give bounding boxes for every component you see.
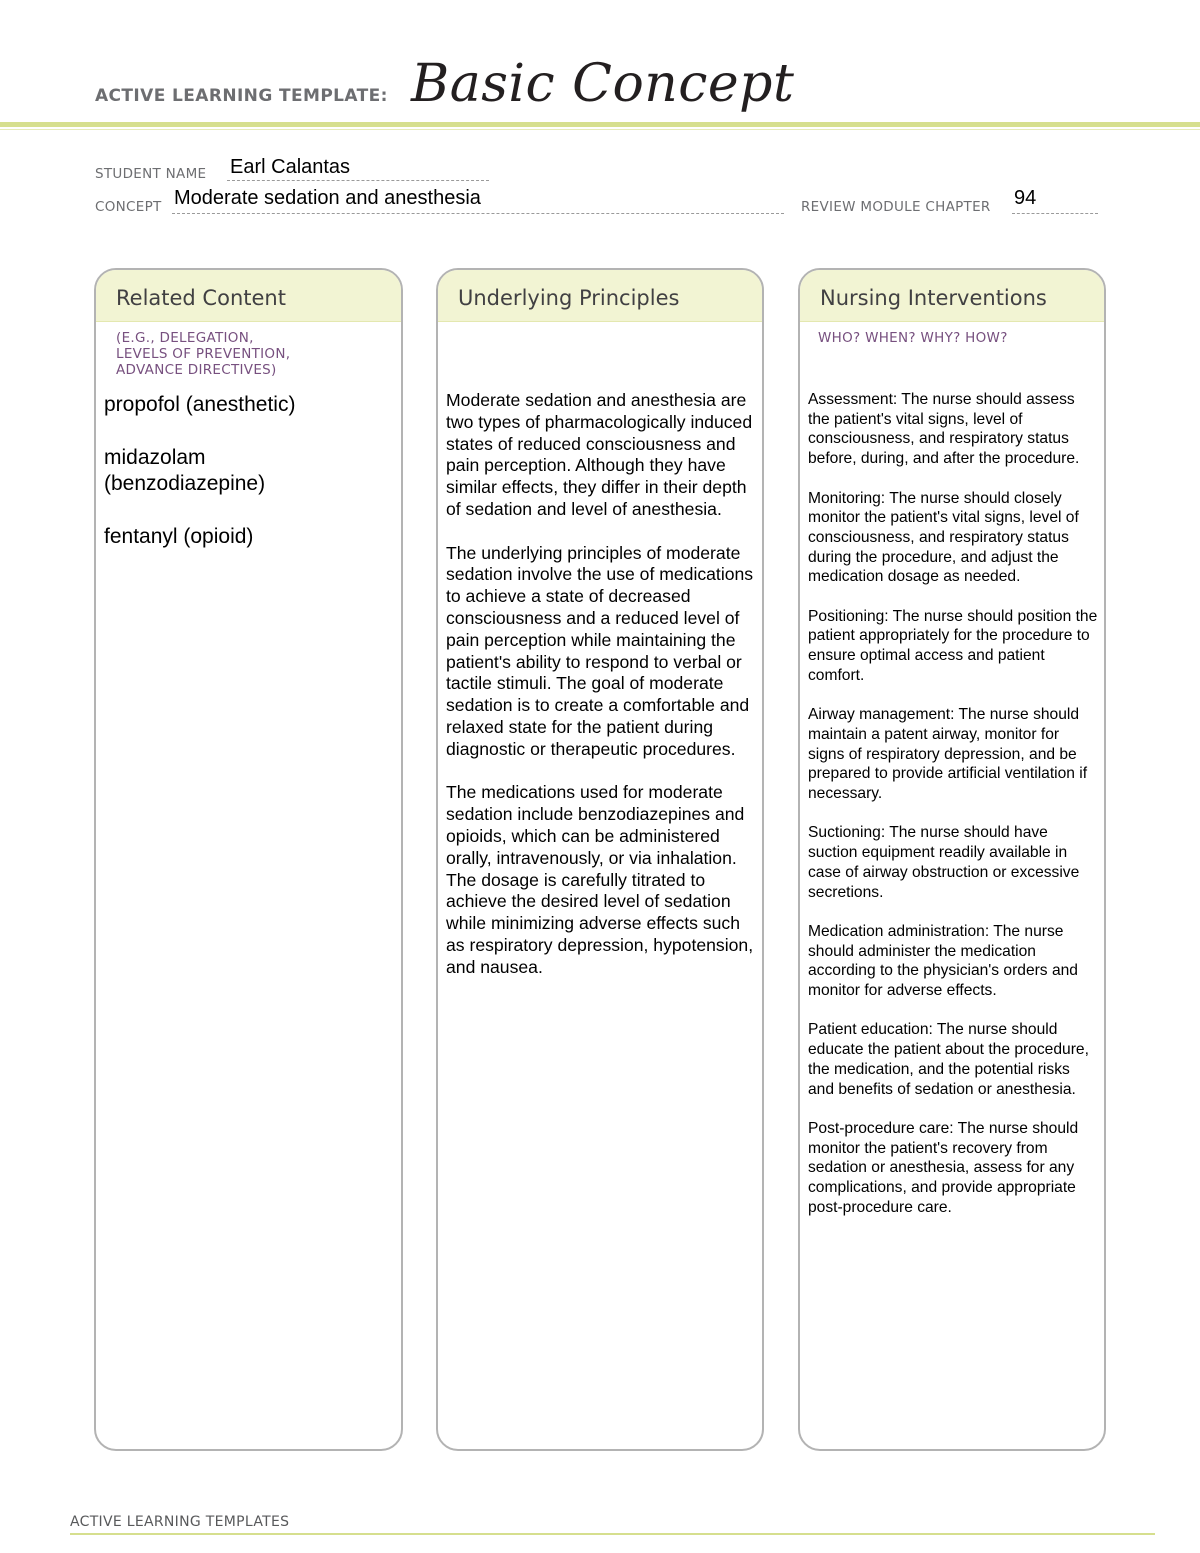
related-content-hint-line: LEVELS OF PREVENTION, (116, 346, 291, 362)
review-chapter-field[interactable]: 94 (1014, 187, 1037, 209)
footer-label: ACTIVE LEARNING TEMPLATES (70, 1514, 290, 1530)
concept-line (172, 213, 784, 214)
related-content-hint-line: (E.G., DELEGATION, (116, 330, 254, 346)
nursing-interventions-header: Nursing Interventions (800, 270, 1104, 322)
header-rule-thin (0, 129, 1200, 130)
template-label: ACTIVE LEARNING TEMPLATE: (95, 86, 388, 106)
principles-paragraph: Moderate sedation and anesthesia are two types of pharmacologically induced states of reduced consciousness and pain perception. Although they have similar effects, they differ in their depth of sedation and level of anesthesia. (446, 390, 753, 519)
related-content-panel (94, 268, 403, 1451)
interventions-paragraph: Positioning: The nurse should position the patient appropriately for the procedure to ensure optimal access and patient comfort. (808, 607, 1098, 684)
interventions-paragraph: Patient education: The nurse should educate the patient about the procedure, the medication, and the potential risks and benefits of sedation or anesthesia. (808, 1021, 1089, 1098)
template-title: Basic Concept (411, 54, 795, 114)
related-item: propofol (anesthetic) (104, 393, 296, 416)
review-chapter-line (1012, 213, 1098, 214)
review-chapter-label: REVIEW MODULE CHAPTER (801, 199, 991, 215)
related-item: fentanyl (opioid) (104, 525, 254, 548)
related-item: (benzodiazepine) (104, 472, 266, 495)
interventions-paragraph: Assessment: The nurse should assess the patient's vital signs, level of consciousness, and respiratory status before, during, and after the procedure. (808, 391, 1080, 468)
concept-field[interactable]: Moderate sedation and anesthesia (174, 187, 481, 209)
underlying-principles-body (446, 390, 758, 1000)
student-name-label: STUDENT NAME (95, 166, 207, 182)
nursing-interventions-hint: WHO? WHEN? WHY? HOW? (818, 330, 1008, 346)
nursing-interventions-panel (798, 268, 1106, 1451)
related-item: midazolam (104, 446, 206, 469)
related-content-hint-line: ADVANCE DIRECTIVES) (116, 362, 277, 378)
related-content-header: Related Content (96, 270, 401, 322)
concept-label: CONCEPT (95, 199, 162, 215)
student-name-line (227, 180, 489, 181)
interventions-paragraph: Medication administration: The nurse should administer the medication according to the physician's orders and monitor for adverse effects. (808, 922, 1078, 1000)
underlying-principles-panel (436, 268, 764, 1451)
principles-paragraph: The underlying principles of moderate sedation involve the use of medications to achieve a state of decreased consciousness and a reduced level of pain perception while maintaining the patient's ability to respond to verbal or tactile stimuli. The goal of moderate sedation is to create a comfortable and relaxed state for the patient during diagnostic or therapeutic procedures. (446, 542, 754, 759)
footer-rule (70, 1533, 1155, 1535)
nursing-interventions-body (808, 390, 1098, 1237)
interventions-paragraph: Monitoring: The nurse should closely monitor the patient's vital signs, level of consciousness, and respiratory status during the procedure, and adjust the medication dosage as needed. (808, 489, 1079, 586)
underlying-principles-header: Underlying Principles (438, 270, 762, 322)
related-content-hint (116, 330, 290, 378)
student-name-field[interactable]: Earl Calantas (230, 156, 351, 178)
header-rule (0, 122, 1200, 127)
principles-paragraph: The medications used for moderate sedation include benzodiazepines and opioids, which can be administered orally, intravenously, or via inhalation. The dosage is carefully titrated to achieve the desired level of sedation while minimizing adverse effects such as respiratory depression, hypotension, and nausea. (446, 782, 754, 977)
interventions-paragraph: Post-procedure care: The nurse should monitor the patient's recovery from sedation or anesthesia, assess for any complications, and provide appropriate post-procedure care. (808, 1119, 1079, 1216)
interventions-paragraph: Suctioning: The nurse should have suction equipment readily available in case of airway obstruction or excessive secretions. (808, 824, 1080, 901)
interventions-paragraph: Airway management: The nurse should maintain a patent airway, monitor for signs of respiratory depression, and be prepared to provide artificial ventilation if necessary. (808, 706, 1088, 803)
